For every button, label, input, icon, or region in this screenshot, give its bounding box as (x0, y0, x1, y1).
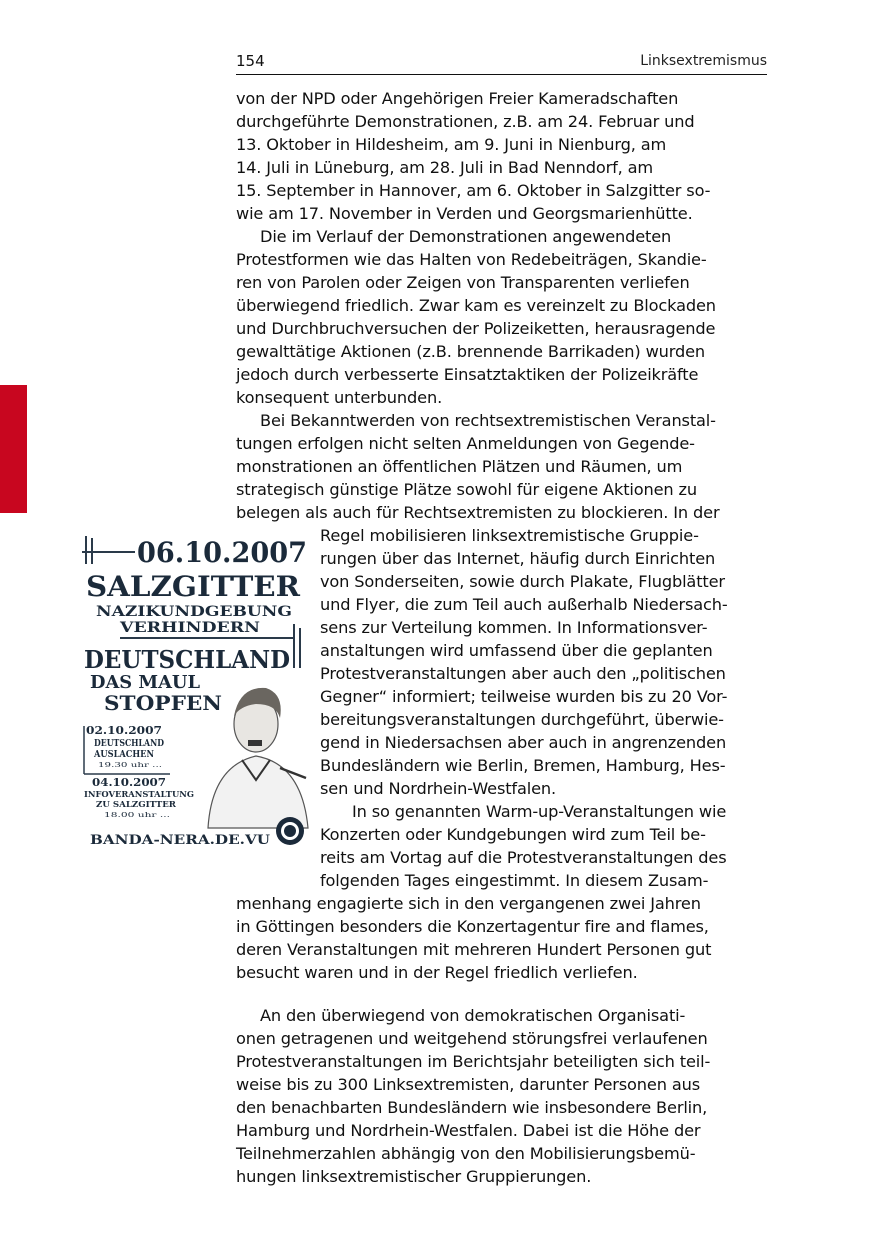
text-line: in Göttingen besonders die Konzertagentur fire and flames, (236, 917, 709, 936)
text-line: deren Veranstaltungen mit mehreren Hundert Personen gut (236, 940, 712, 959)
text-line: strategisch günstige Plätze sowohl für eigene Aktionen zu (236, 480, 697, 499)
text-line: 13. Oktober in Hildesheim, am 9. Juni in Nienburg, am (236, 135, 667, 154)
text-line: ren von Parolen oder Zeigen von Transparenten verliefen (236, 273, 690, 292)
poster-footer: BANDA-NERA.DE.VU (90, 833, 271, 848)
text-line: Bundesländern wie Berlin, Bremen, Hamburg, Hes- (320, 756, 726, 775)
text-line: reits am Vortag auf die Protestveranstaltungen des (320, 848, 727, 867)
text-line: Protestveranstaltungen aber auch den „politischen (320, 664, 726, 683)
text-line: Regel mobilisieren linksextremistische Gruppie- (320, 526, 699, 545)
poster-date: 06.10.2007 (137, 536, 307, 569)
text-line: Gegner“ informiert; teilweise wurden bis zu 20 Vor- (320, 687, 728, 706)
text-line: Die im Verlauf der Demonstrationen angewendeten (260, 227, 672, 246)
poster-image (80, 528, 312, 853)
svg-text:02.10.2007: 02.10.2007 (86, 724, 162, 737)
text-line: und Durchbruchversuchen der Polizeiketten, herausragende (236, 319, 716, 338)
text-line: Konzerten oder Kundgebungen wird zum Teil be- (320, 825, 706, 844)
svg-text:AUSLACHEN: AUSLACHEN (93, 750, 154, 760)
page-header (236, 52, 767, 75)
svg-text:VERHINDERN: VERHINDERN (118, 620, 261, 636)
svg-text:NAZIKUNDGEBUNG: NAZIKUNDGEBUNG (96, 604, 292, 620)
text-line: belegen als auch für Rechtsextremisten zu blockieren. In der (236, 503, 720, 522)
text-line: rungen über das Internet, häufig durch Einrichten (320, 549, 716, 568)
text-line: wie am 17. November in Verden und Georgsmarienhütte. (236, 204, 693, 223)
text-line: sen und Nordrhein-Westfalen. (320, 779, 557, 798)
text-line: Hamburg und Nordrhein-Westfalen. Dabei ist die Höhe der (236, 1121, 701, 1140)
text-line: onen getragenen und weitgehend störungsfrei verlaufenen (236, 1029, 708, 1048)
text-line: Protestformen wie das Halten von Redebeiträgen, Skandie- (236, 250, 707, 269)
protest-poster-figure (80, 528, 312, 853)
poster-city: SALZGITTER (86, 570, 301, 603)
svg-text:DEUTSCHLAND: DEUTSCHLAND (94, 739, 165, 749)
text-line: jedoch durch verbesserte Einsatztaktiken der Polizeikräfte (236, 365, 699, 384)
svg-text:STOPFEN: STOPFEN (104, 691, 222, 715)
text-line: hungen linksextremistischer Gruppierungen. (236, 1167, 592, 1186)
text-line: Teilnehmerzahlen abhängig von den Mobilisierungsbemü- (236, 1144, 696, 1163)
text-line: von der NPD oder Angehörigen Freier Kameradschaften (236, 89, 679, 108)
text-line: An den überwiegend von demokratischen Organisati- (260, 1006, 686, 1025)
antifa-logo-icon (276, 817, 304, 845)
svg-text:DAS MAUL: DAS MAUL (90, 672, 201, 693)
svg-text:18.00 uhr ...: 18.00 uhr ... (104, 812, 171, 819)
text-line: 14. Juli in Lüneburg, am 28. Juli in Bad Nenndorf, am (236, 158, 654, 177)
text-line: Protestveranstaltungen im Berichtsjahr beteiligten sich teil- (236, 1052, 711, 1071)
text-line: 15. September in Hannover, am 6. Oktober in Salzgitter so- (236, 181, 711, 200)
svg-text:INFOVERANSTALTUNG: INFOVERANSTALTUNG (84, 789, 195, 799)
chapter-thumb-tab (0, 385, 27, 513)
svg-text:DEUTSCHLAND: DEUTSCHLAND (84, 645, 290, 674)
page-number: 154 (236, 52, 265, 70)
svg-text:04.10.2007: 04.10.2007 (92, 776, 166, 789)
text-line: sens zur Verteilung kommen. In Informationsver- (320, 618, 708, 637)
text-line: und Flyer, die zum Teil auch außerhalb Niedersach- (320, 595, 728, 614)
text-line: gewalttätige Aktionen (z.B. brennende Barrikaden) wurden (236, 342, 706, 361)
text-line: folgenden Tages eingestimmt. In diesem Zusam- (320, 871, 709, 890)
text-line: den benachbarten Bundesländern wie insbesondere Berlin, (236, 1098, 708, 1117)
svg-text:ZU SALZGITTER: ZU SALZGITTER (96, 799, 177, 809)
text-line: Bei Bekanntwerden von rechtsextremistischen Veranstal- (260, 411, 716, 430)
text-line: überwiegend friedlich. Zwar kam es vereinzelt zu Blockaden (236, 296, 716, 315)
running-title: Linksextremismus (640, 53, 767, 69)
text-line: tungen erfolgen nicht selten Anmeldungen von Gegende- (236, 434, 695, 453)
text-line: weise bis zu 300 Linksextremisten, darunter Personen aus (236, 1075, 700, 1094)
text-line: In so genannten Warm-up-Veranstaltungen wie (352, 802, 727, 821)
text-line: menhang engagierte sich in den vergangenen zwei Jahren (236, 894, 701, 913)
text-line: anstaltungen wird umfassend über die geplanten (320, 641, 713, 660)
svg-text:19.30 uhr ...: 19.30 uhr ... (98, 762, 163, 769)
text-line: von Sonderseiten, sowie durch Plakate, Flugblätter (320, 572, 725, 591)
text-line: konsequent unterbunden. (236, 388, 443, 407)
text-line: monstrationen an öffentlichen Plätzen und Räumen, um (236, 457, 683, 476)
text-line: durchgeführte Demonstrationen, z.B. am 24. Februar und (236, 112, 695, 131)
text-line: besucht waren und in der Regel friedlich verliefen. (236, 963, 638, 982)
text-line: bereitungsveranstaltungen durchgeführt, überwie- (320, 710, 724, 729)
text-line: gend in Niedersachsen aber auch in angrenzenden (320, 733, 727, 752)
